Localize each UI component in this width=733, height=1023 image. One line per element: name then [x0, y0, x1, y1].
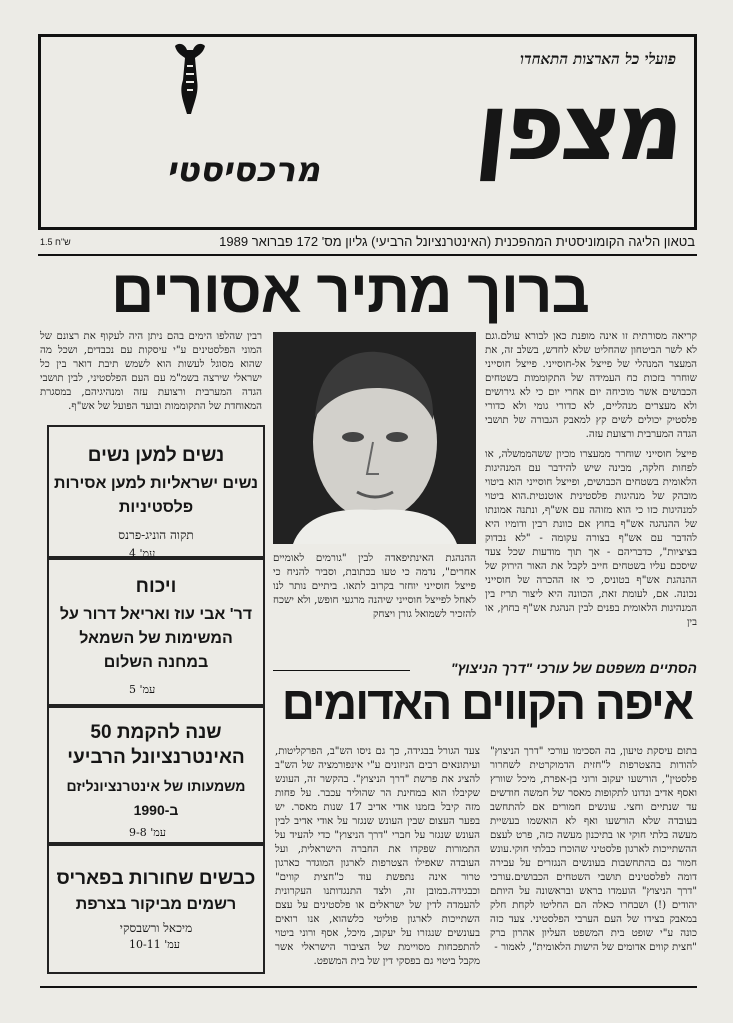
toc-page: עמ' 5 — [129, 683, 156, 696]
second-column-left: צעד הגורל בבגידה, כך גם ניסו הש"ב, הפרקליטות, ועיתונאים רבים הניזונים ע"י אינפורמציה של הש"ב להציג את פרשת "דרך הניצוץ". בהקשר זה, העונש שקיבלו הוא במחינת הר שהוליד עכבר. על פחות מזה קיבל בזמנו אודי אדיב 17 שנות מאסר. יש בפער העצום שבין העונש שנגזר על אודי אדיב לבין העונש שנגזר על חברי "דרך הניצוץ" כדי להעיד על התמורות שפקדו את החברה הישראלית, ועל העובדה שאפילו הצטרפות לארגון המוגדר כארגון טרור אינה נתפשת עוד כ"חצית קווים" וכבגידה.במובן זה, ולצד התנגדותנו העקרונית להעמדה לדין של ישראלים או פלסטינים על עצם השתייכות לארגון פוליטי כלשהוא, אנו רואים בעונשים שנגזרו על יעקוב, מיכל, אסף ורוני ביטוי להתפכחות מסויימת של הציבור הישראלי אשר מקבל ביטוי גם בפסקי דין של בית המשפט. — [275, 746, 480, 967]
portrait-photo — [273, 332, 476, 544]
toc-page: עמ' 4 — [129, 547, 156, 560]
toc-page: עמ' 9-8 — [129, 826, 166, 839]
toc-author: מיכאל ורשבסקי — [119, 921, 193, 935]
bottom-rule — [40, 986, 697, 988]
toc-subtitle: דר' אבי עוז ואריאל דרור על המשימות של השמאל במחנה השלום — [59, 606, 253, 671]
toc-subtitle: נשים ישראליות למען אסירות פלסטיניות — [53, 475, 259, 516]
masthead-title: מצפן — [471, 74, 686, 181]
lead-column-left: רבין שהלפו הימים בהם ניתן היה לעקוף את רצונם של המוני הפלסטינים ע"י עיסקות עם נכבדים, ושכל מה שהוא מסוגל לעשות הוא לשמש תיבת דואר בין כל ישראלי שירצה בשמ"מ עם העם הפלסטיני, לבין תושבי הגדה המערבית ורצועת עזה ומנהיגיהם, במסגרת המאוחדת של התקוממות ובועד הפועל של אש"ף. — [40, 331, 262, 412]
toc-box[interactable] — [47, 558, 265, 706]
toc-author: תקוה הוניג-פרנס — [118, 528, 194, 542]
toc-title: ויכוח — [135, 576, 177, 597]
kicker-text: הסתיים משפטם של עורכי "דרך הניצוץ" — [410, 660, 697, 676]
issue-rule — [38, 254, 697, 256]
pen-logo-icon — [165, 40, 215, 120]
lead-headline: ברוך מתיר אסורים — [111, 258, 589, 325]
toc-subtitle: משמעותו של אינטרנציונליזם ב-1990 — [66, 778, 246, 818]
lead-paragraph: קריאה מסורתית זו אינה מופנת כאן לבורא עולם.וגם לא לשר הביטחון שהחליט שלא לחדש, בשלב זה, את המעצר המנהלי של פייצל אל-חוסייני. פייצל חוסייני שוחרר בזכות כח העמידה של התקוממות בשטחים הכבושים אשר מוכיחה יום אחרי יום כי לא גירושים ולא מעצרים מנהליים, לא כדורי גומי ולא כדורי פלסטיק יכולים לשים קץ למאבק הגבורה של תושבי הגדה המערבית ורצועת עזה. — [485, 331, 697, 440]
second-headline: איפה הקווים האדומים — [281, 677, 693, 729]
lead-column-center: ההנהגת האינתיפאדה לבין "גורמים לאומיים אחרים", נדמה כי טעו בכתובת, וסביר להניח כי פייצל חוסייני יוחזר בקרוב לתאו. ביתיים נותר לנו לאחל לפייצל חוסייני שיהנה מרגעי חופש, ולא ישכח להזכיר לשמואל גורן ויצחק — [273, 553, 476, 620]
lead-column-right — [485, 330, 697, 650]
second-column-right: בתום עיסקת טיעון, בה הסכימו עורכי "דרך הניצוץ" להודות בהצטרפות ל"חזית הדמוקרטית לשחרור פלסטין", הורשעו יעקוב ורוני בן-אפרת, מיכל שוורץ ואסף אדיב ונדונו לתקופות מאסר של חמשה חודשים עד שנתיים וחצי. עונשים חמורים אם להתחשב בעובדה שלא הורשעו ואף לא הואשמו בעשיית מעשה בלתי חוקי או בתיכנון מעשה כזה, פרט לעצם ההשתייכות לארגון פלסטיני שהוכרז כבלתי חוקי.עונש חמור גם בהתחשבות בעונשים הנגזרים על עבירה דומה לפלסטינים תושבי השטחים הכבושים.עורכי "דרך הניצוץ" הועמדו בראש ובראשונה על היותם יהודים (!) ושבחרו כאלה הם החליטו לקחת חלק במאבק בצידו של העם הערבי הפלסטיני. צעד כזה כונה ע"י שופט בית המשפט העליון אהרון ברק "חצית קווים אדומים של הישות הלאומית", לאמור - — [490, 746, 697, 953]
toc-page: עמ' 10-11 — [129, 938, 180, 951]
issue-line: בטאון הליגה הקומוניסטית המהפכנית (האינטרנציונל הרביעי) גליון מס' 172 פברואר 1989 — [219, 234, 695, 249]
toc-box[interactable] — [47, 425, 265, 558]
toc-title: כבשים שחורות בפאריס — [56, 868, 256, 889]
toc-box[interactable] — [47, 706, 265, 844]
toc-subtitle: רשמים מביקור בצרפת — [75, 896, 237, 913]
masthead-slogan: פועלי כל הארצות התאחדו — [520, 50, 676, 68]
price-label: 1.5 ש"ח — [40, 237, 71, 247]
toc-title: 50 שנה להקמת האינטרנציונל הרביעי — [67, 722, 245, 768]
lead-paragraph: פייצל חוסייני שוחרר ממעצרו מכיון ששהממשלה, או לפחות חלקה, מבינה שיש להידבר עם המנהיגות הלאומית בשטחים הכבושים, ופייצל חוסייני הוא ביטוי מובהק של מנהיגות פלסטינית אוטנטית.הוא ביטוי למנהיגות כזו כי הוא מזוהה עם אש"ף, ונתנה אמונתו של ההנהגה אש"ף בחוץ אם כוונת רבין ודומיו היא להדבר עם אש"ף בצורה עקומה - "לא נבדוק בציציות", כדבריהם - אך תוך מודעות שכל צעד שיסכם עליו בשטחים חייב לקבל את האור הירוק של ההנהגת אש"ף בטוניס, כי אז ההכרה של חוסייני נכונה. אם, לעומת זאת, הכוונה היא ליצור תריז בין המנהיגות הלאומית בפנים לבין הנהגת אש"ף בחוץ, או בין — [485, 449, 697, 628]
masthead-subtitle: מרכסיסטי — [166, 150, 320, 190]
toc-title: נשים למען נשים — [87, 445, 225, 466]
toc-box[interactable] — [47, 844, 265, 974]
